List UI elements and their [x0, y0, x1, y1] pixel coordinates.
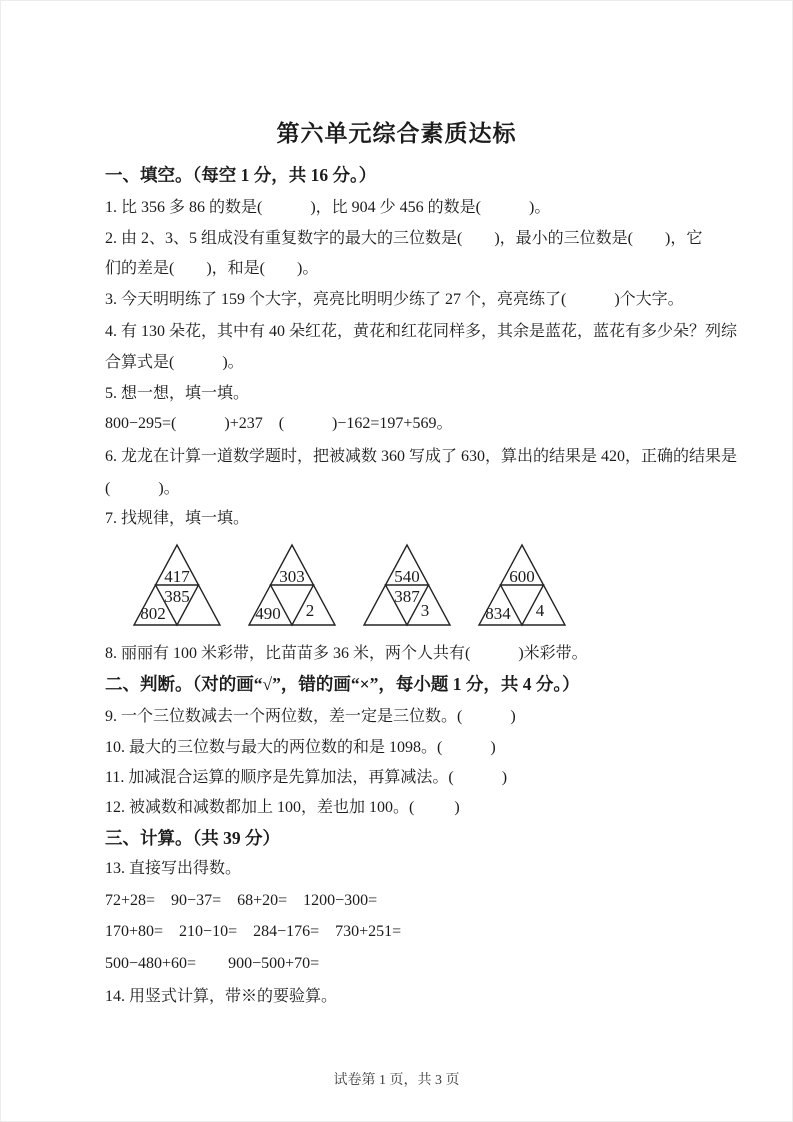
triangle-puzzle-row [131, 542, 568, 628]
question-13-equations-row1: 72+28= 90−37= 68+20= 1200−300= [105, 892, 378, 909]
triangle-2-bottom-right-value: 2 [305, 601, 315, 620]
question-7-text: 7. 找规律，填一填。 [105, 510, 250, 527]
question-14-text: 14. 用竖式计算，带※的要验算。 [105, 988, 338, 1005]
triangle-1-bottom-left-value: 802 [140, 604, 166, 623]
triangle-figure-4 [476, 542, 568, 628]
triangle-3-top-value: 540 [394, 567, 420, 586]
question-2-text-line1: 2. 由 2、3、5 组成没有重复数字的最大的三位数是( )，最小的三位数是( )，它 [105, 230, 703, 247]
page-title: 第六单元综合素质达标 [276, 121, 517, 146]
triangle-3-bottom-right-value: 3 [420, 601, 430, 620]
question-8-text: 8. 丽丽有 100 米彩带，比苗苗多 36 米，两个人共有( )米彩带。 [105, 645, 588, 662]
question-13-text: 13. 直接写出得数。 [105, 860, 242, 877]
question-6-text-line1: 6. 龙龙在计算一道数学题时，把被减数 360 写成了 630，算出的结果是 420，正确的结果是 [105, 448, 738, 465]
triangle-4-bottom-left-value: 834 [485, 604, 511, 623]
question-3-text: 3. 今天明明练了 159 个大字，亮亮比明明少练了 27 个，亮亮练了( )个大字。 [105, 291, 684, 308]
section-3-heading: 三、计算。（共 39 分） [105, 828, 280, 848]
question-5-equation: 800−295=( )+237 ( )−162=197+569。 [105, 415, 453, 432]
triangle-figure-3 [361, 542, 453, 628]
triangle-2-bottom-left-value: 490 [255, 604, 281, 623]
question-9-text: 9. 一个三位数减去一个两位数，差一定是三位数。( ) [105, 708, 516, 725]
triangle-figure-2 [246, 542, 338, 628]
question-5-text: 5. 想一想，填一填。 [105, 385, 250, 402]
section-1-heading: 一、填空。（每空 1 分，共 16 分。） [105, 165, 377, 185]
triangle-1-middle-value: 385 [164, 587, 190, 606]
question-6-text-line2: ( )。 [105, 480, 180, 497]
triangle-4-bottom-right-value: 4 [535, 601, 545, 620]
triangle-3-middle-value: 387 [394, 587, 420, 606]
question-1-text: 1. 比 356 多 86 的数是( )，比 904 少 456 的数是( )。 [105, 199, 551, 216]
triangle-1-top-value: 417 [164, 567, 190, 586]
question-2-text-line2: 们的差是( )，和是( )。 [105, 260, 319, 277]
question-13-equations-row2: 170+80= 210−10= 284−176= 730+251= [105, 923, 402, 940]
triangle-4-top-value: 600 [509, 567, 535, 586]
triangle-2-top-value: 303 [279, 567, 305, 586]
question-13-equations-row3: 500−480+60= 900−500+70= [105, 955, 320, 972]
question-11-text: 11. 加减混合运算的顺序是先算加法，再算减法。( ) [105, 769, 508, 786]
triangle-figure-1 [131, 542, 223, 628]
question-12-text: 12. 被减数和减数都加上 100，差也加 100。( ) [105, 799, 460, 816]
section-2-heading: 二、判断。（对的画“√”，错的画“×”，每小题 1 分，共 4 分。） [105, 674, 580, 694]
question-4-text-line2: 合算式是( )。 [105, 354, 244, 371]
question-10-text: 10. 最大的三位数与最大的两位数的和是 1098。( ) [105, 739, 496, 756]
page-footer: 试卷第 1 页，共 3 页 [333, 1073, 460, 1088]
question-4-text-line1: 4. 有 130 朵花，其中有 40 朵红花，黄花和红花同样多，其余是蓝花，蓝花有多少朵？列综 [105, 323, 738, 340]
